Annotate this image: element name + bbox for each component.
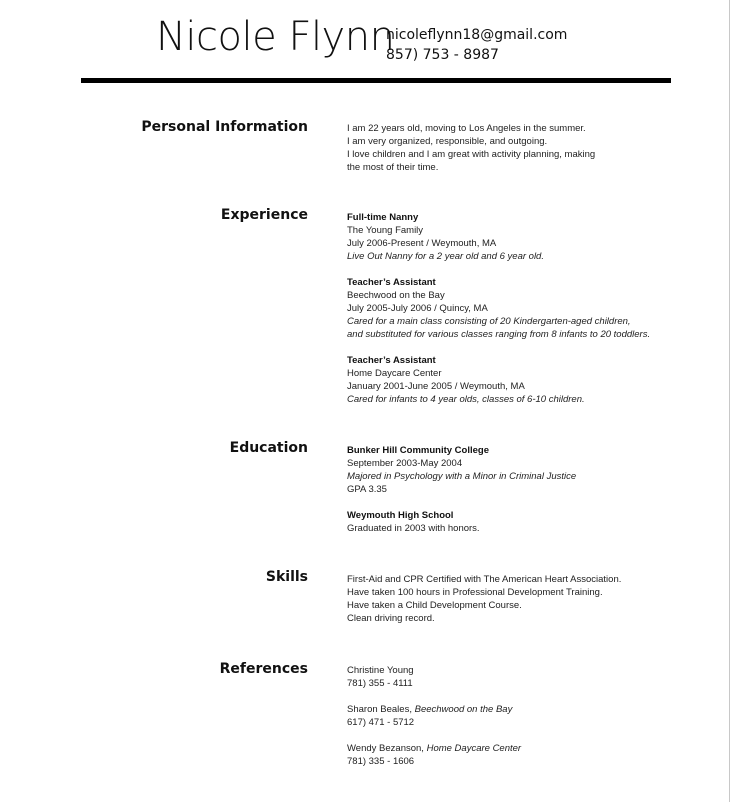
job-description: Cared for infants to 4 year olds, classes of 6-10 children. bbox=[347, 394, 585, 405]
job-description: Live Out Nanny for a 2 year old and 6 year old. bbox=[347, 251, 544, 262]
experience-body bbox=[347, 211, 732, 406]
education-heading: Education bbox=[229, 440, 308, 456]
reference-name: Sharon Beales, bbox=[347, 704, 412, 715]
experience-entry bbox=[347, 211, 732, 263]
reference-name-line bbox=[347, 703, 732, 716]
skills-body bbox=[347, 573, 732, 625]
reference-name: Christine Young bbox=[347, 665, 414, 676]
education-entry bbox=[347, 444, 732, 496]
school-note: Graduated in 2003 with honors. bbox=[347, 523, 480, 534]
employer: Beechwood on the Bay bbox=[347, 290, 445, 301]
personal-information-heading: Personal Information bbox=[141, 119, 308, 135]
personal-line: I am very organized, responsible, and outgoing. bbox=[347, 136, 548, 147]
job-description: and substituted for various classes ranging from 8 infants to 20 toddlers. bbox=[347, 329, 651, 340]
job-title: Teacher’s Assistant bbox=[347, 355, 436, 366]
employer: Home Daycare Center bbox=[347, 368, 442, 379]
reference-entry bbox=[347, 664, 732, 690]
email-text: nicoleflynn18@gmail.com bbox=[386, 27, 568, 43]
reference-entry bbox=[347, 703, 732, 729]
school-major: Majored in Psychology with a Minor in Criminal Justice bbox=[347, 471, 577, 482]
personal-line: I love children and I am great with activity planning, making bbox=[347, 149, 596, 160]
experience-heading: Experience bbox=[220, 207, 308, 223]
skill-item: Clean driving record. bbox=[347, 613, 435, 624]
phone-text: 857) 753 - 8987 bbox=[386, 47, 499, 63]
job-title: Teacher’s Assistant bbox=[347, 277, 436, 288]
reference-entry bbox=[347, 742, 732, 768]
contact-block bbox=[386, 25, 567, 65]
education-body bbox=[347, 444, 732, 535]
references-body bbox=[347, 664, 732, 768]
reference-phone: 781) 355 - 4111 bbox=[347, 678, 413, 689]
skills-heading: Skills bbox=[265, 569, 308, 585]
skill-item: Have taken 100 hours in Professional Development Training. bbox=[347, 587, 603, 598]
reference-org: Beechwood on the Bay bbox=[414, 704, 513, 715]
job-title: Full-time Nanny bbox=[347, 212, 419, 223]
header-rule bbox=[81, 78, 671, 83]
education-entry bbox=[347, 509, 732, 535]
school-name: Weymouth High School bbox=[347, 510, 454, 521]
personal-line: I am 22 years old, moving to Los Angeles in the summer. bbox=[347, 123, 586, 134]
reference-name: Wendy Bezanson, bbox=[347, 743, 424, 754]
reference-phone: 617) 471 - 5712 bbox=[347, 717, 415, 728]
personal-line: the most of their time. bbox=[347, 162, 439, 173]
reference-org: Home Daycare Center bbox=[426, 743, 522, 754]
skill-item: Have taken a Child Development Course. bbox=[347, 600, 522, 611]
reference-phone: 781) 335 - 1606 bbox=[347, 756, 415, 767]
references-heading: References bbox=[219, 661, 308, 677]
job-dates: July 2006-Present / Weymouth, MA bbox=[347, 238, 497, 249]
employer: The Young Family bbox=[347, 225, 424, 236]
job-dates: January 2001-June 2005 / Weymouth, MA bbox=[347, 381, 525, 392]
skill-item: First-Aid and CPR Certified with The American Heart Association. bbox=[347, 574, 622, 585]
reference-name-line bbox=[347, 742, 732, 755]
experience-entry bbox=[347, 354, 732, 406]
experience-entry bbox=[347, 276, 732, 341]
school-name: Bunker Hill Community College bbox=[347, 445, 489, 456]
applicant-name: Nicole Flynn bbox=[156, 14, 395, 60]
school-gpa: GPA 3.35 bbox=[347, 484, 387, 495]
job-description: Cared for a main class consisting of 20 Kindergarten-aged children, bbox=[347, 316, 631, 327]
job-dates: July 2005-July 2006 / Quincy, MA bbox=[347, 303, 488, 314]
reference-name-line bbox=[347, 664, 732, 677]
school-dates: September 2003-May 2004 bbox=[347, 458, 463, 469]
personal-information-body bbox=[347, 122, 732, 174]
